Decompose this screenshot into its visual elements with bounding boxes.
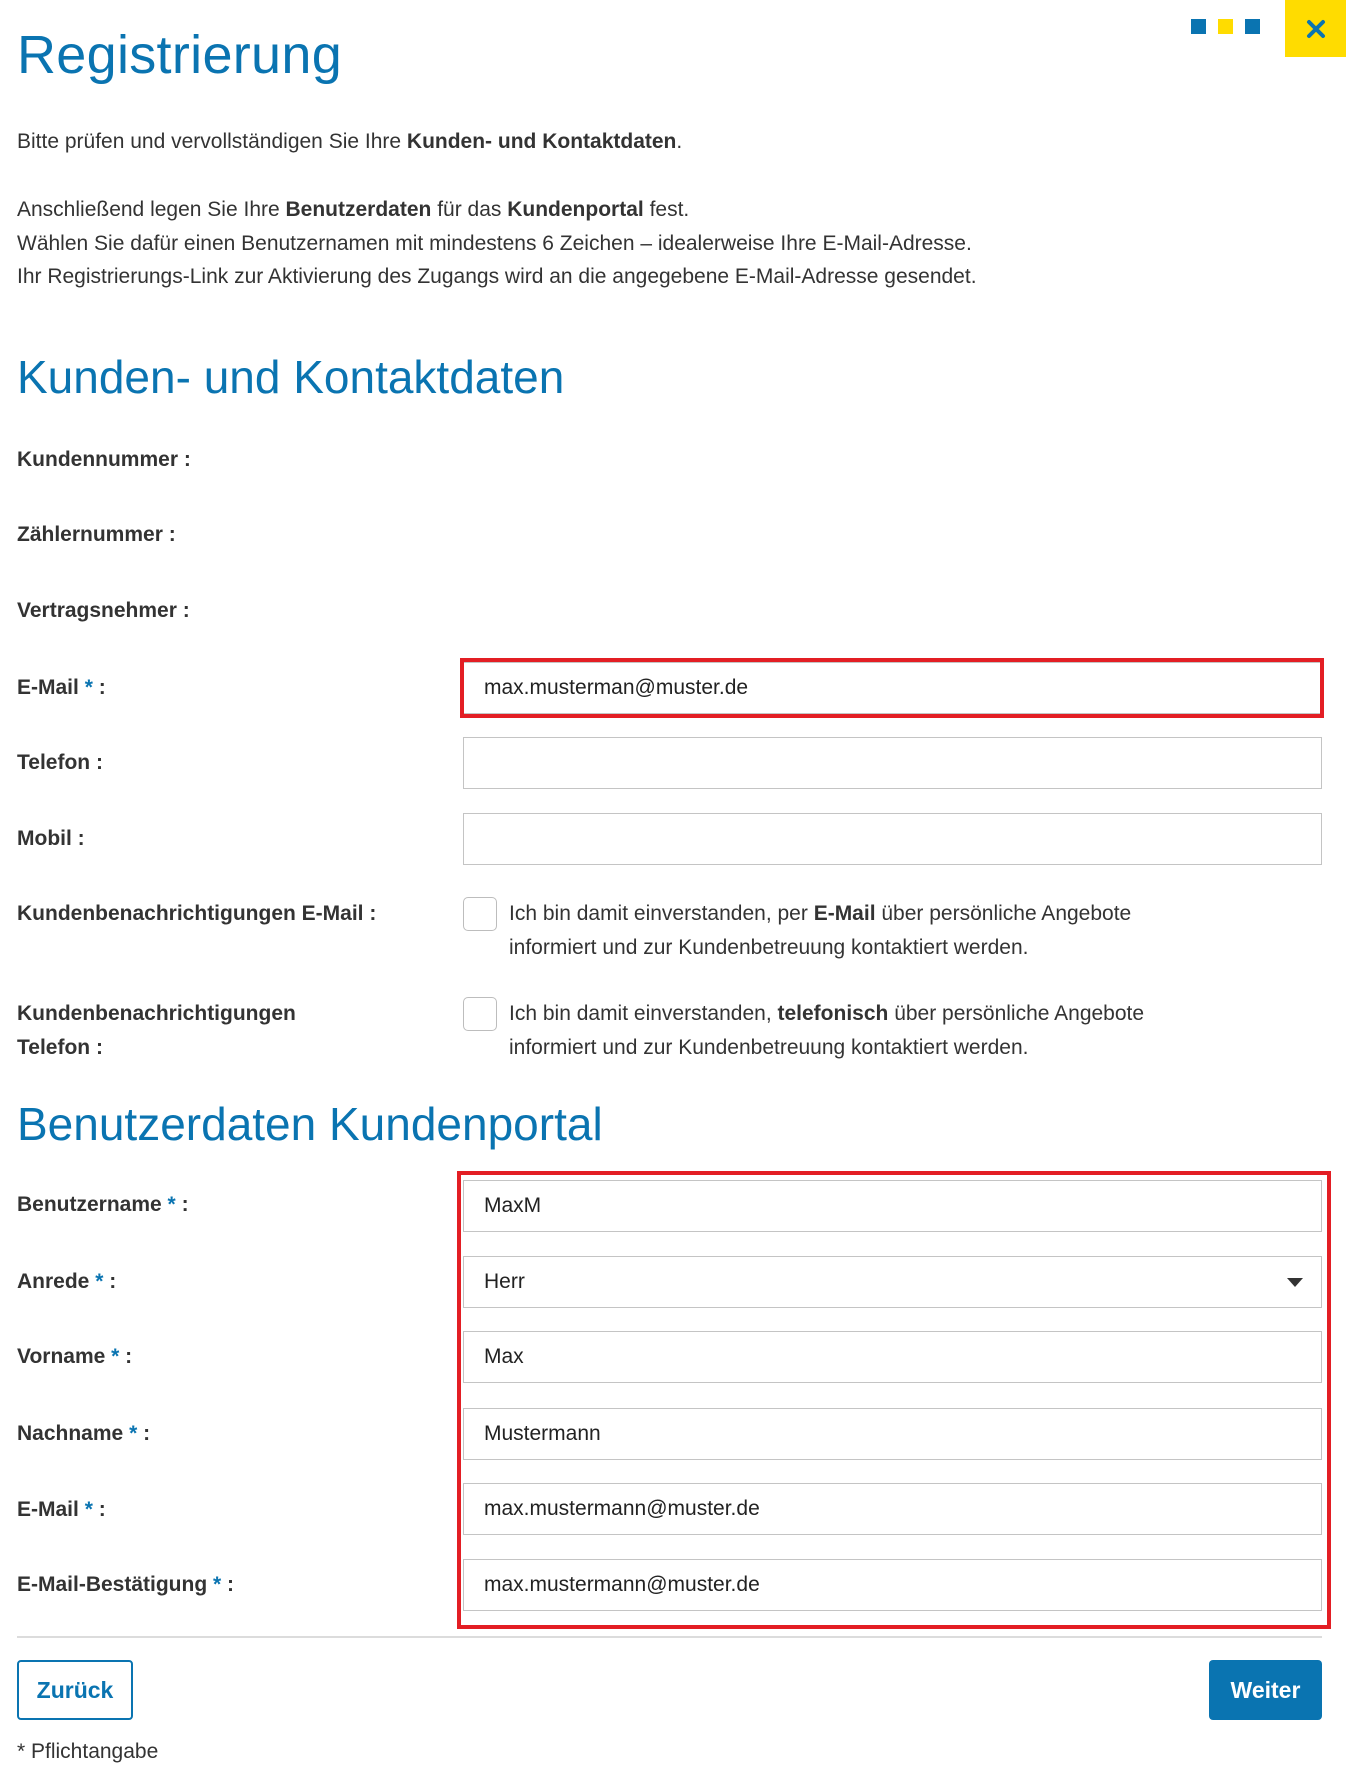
required-note: * Pflichtangabe	[17, 1740, 159, 1763]
notify-email-consent-text: Ich bin damit einverstanden, per E-Mail über persönliche Angebote	[509, 902, 1132, 925]
section-heading-contact: Kunden- und Kontaktdaten	[17, 351, 565, 403]
page-title: Registrierung	[17, 25, 343, 85]
intro-text-4: Ihr Registrierungs-Link zur Aktivierung des Zugangs wird an die angegebene E-Mail-Adresse gesendet.	[17, 265, 977, 288]
notify-email-consent-text-2: informiert und zur Kundenbetreuung kontaktiert werden.	[509, 936, 1029, 959]
brand-square-icon	[1191, 19, 1206, 34]
notify-email-checkbox[interactable]	[463, 897, 497, 931]
email-label: E-Mail * :	[17, 676, 106, 699]
notify-phone-consent-text-2: informiert und zur Kundenbetreuung kontaktiert werden.	[509, 1036, 1029, 1059]
email-confirm-label: E-Mail-Bestätigung * :	[17, 1573, 235, 1596]
zaehlernummer-label: Zählernummer :	[17, 523, 176, 546]
salutation-select[interactable]: Herr	[463, 1256, 1322, 1308]
notify-phone-consent-text: Ich bin damit einverstanden, telefonisch über persönliche Angebote	[509, 1002, 1145, 1025]
username-field[interactable]: MaxM	[463, 1180, 1322, 1232]
notify-email-label: Kundenbenachrichtigungen E-Mail :	[17, 902, 377, 925]
salutation-label: Anrede * :	[17, 1270, 117, 1293]
email-confirm-field[interactable]: max.mustermann@muster.de	[463, 1559, 1322, 1611]
username-label: Benutzername * :	[17, 1193, 189, 1216]
notify-phone-label: Kundenbenachrichtigungen	[17, 1002, 296, 1025]
email-field[interactable]: max.musterman@muster.de	[463, 662, 1322, 714]
next-button[interactable]: Weiter	[1209, 1660, 1322, 1720]
divider	[17, 1636, 1322, 1638]
intro-text-3: Wählen Sie dafür einen Benutzernamen mit mindestens 6 Zeichen – idealerweise Ihre E-Mail-Adresse.	[17, 232, 972, 255]
vertragsnehmer-label: Vertragsnehmer :	[17, 599, 190, 622]
firstname-field[interactable]: Max	[463, 1331, 1322, 1383]
notify-phone-checkbox[interactable]	[463, 997, 497, 1031]
mobil-label: Mobil :	[17, 827, 85, 850]
firstname-label: Vorname * :	[17, 1345, 133, 1368]
section-heading-portal: Benutzerdaten Kundenportal	[17, 1098, 603, 1150]
brand-square-icon	[1245, 19, 1260, 34]
telefon-field[interactable]	[463, 737, 1322, 789]
lastname-label: Nachname * :	[17, 1422, 151, 1445]
intro-text-2: Anschließend legen Sie Ihre Benutzerdaten für das Kundenportal fest.	[17, 198, 690, 221]
mobil-field[interactable]	[463, 813, 1322, 865]
telefon-label: Telefon :	[17, 751, 103, 774]
chevron-down-icon	[1287, 1278, 1303, 1287]
portal-email-label: E-Mail * :	[17, 1498, 106, 1521]
lastname-field[interactable]: Mustermann	[463, 1408, 1322, 1460]
notify-phone-label-2: Telefon :	[17, 1036, 103, 1059]
portal-email-field[interactable]: max.mustermann@muster.de	[463, 1483, 1322, 1535]
intro-text-1: Bitte prüfen und vervollständigen Sie Ihre Kunden- und Kontaktdaten.	[17, 130, 683, 153]
close-icon	[1306, 19, 1326, 39]
kundennummer-label: Kundennummer :	[17, 448, 191, 471]
back-button[interactable]: Zurück	[17, 1660, 133, 1720]
brand-square-icon	[1218, 19, 1233, 34]
close-button[interactable]	[1285, 0, 1346, 57]
